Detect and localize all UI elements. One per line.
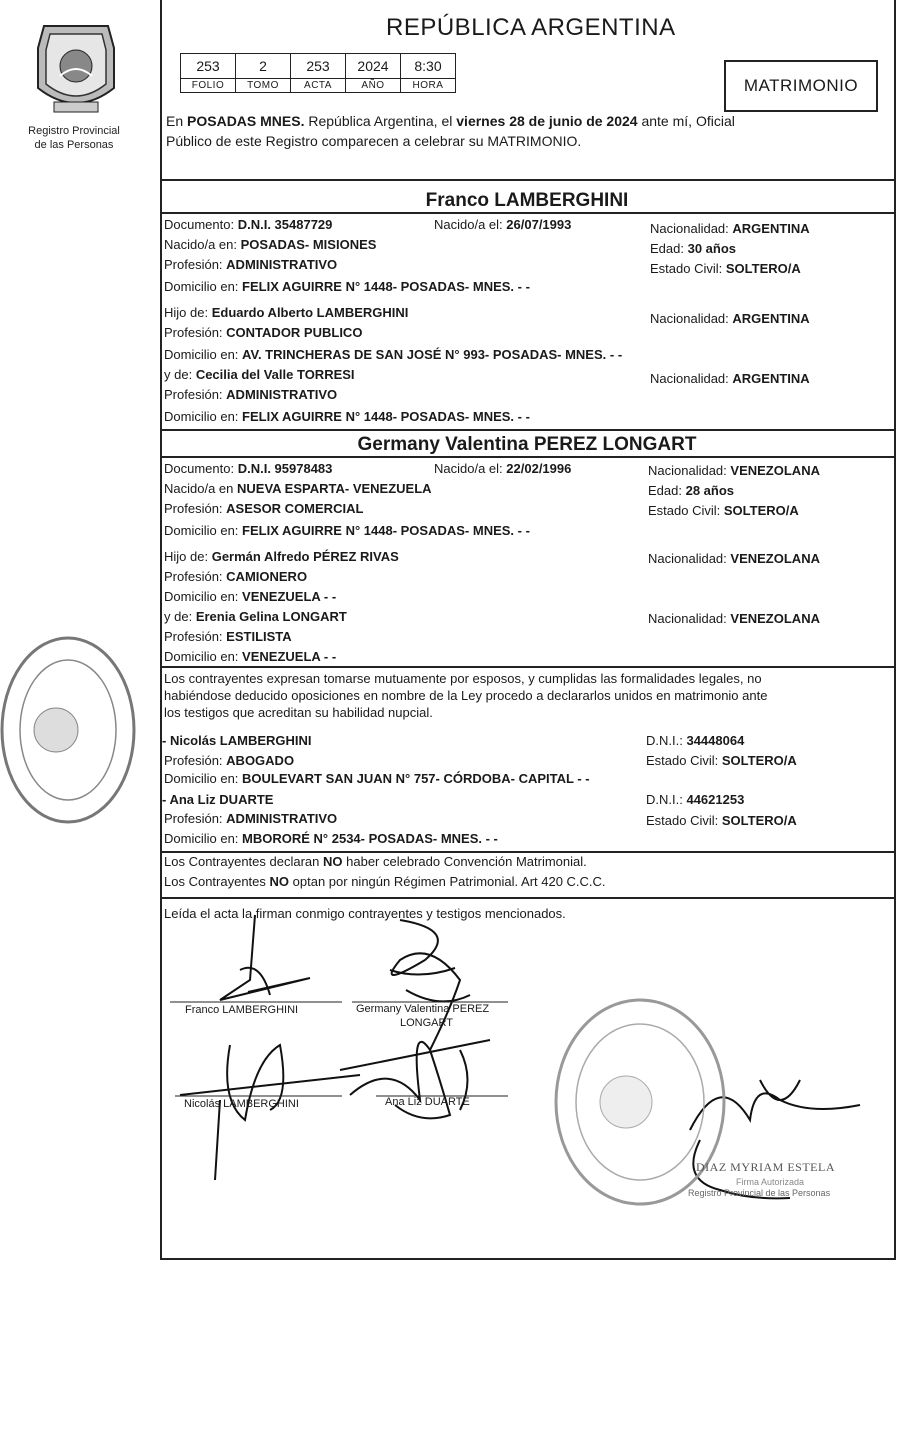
sig-bride-2: LONGART — [400, 1017, 453, 1029]
officer-name: DIAZ MYRIAM ESTELA — [696, 1160, 835, 1174]
province-logo — [30, 18, 122, 118]
tomo-label: TOMO — [236, 79, 291, 93]
year-label: AÑO — [346, 79, 401, 93]
act-type-box — [724, 60, 878, 112]
hour-value: 8:30 — [401, 54, 456, 79]
bride-section: Documento: D.N.I. 95978483 Nacido/a el: 22/02/1996 Nacionalidad: VENEZOLANA Nacido/a en NUEVA ESPARTA- VENEZUELA Edad: 28 años Profesión: ASESOR COMERCIAL Estado Civil: SOLTERO/A Domicilio en: FELIX AGUIRRE N° 1448- POSADAS- MNES. - - Hijo de: Germán Alfredo PÉREZ RIVAS Nacionalidad: VENEZOLANA Profesión: CAMIONERO Domicilio en: VENEZUELA - - y de: Erenia Gelina LONGART Nacionalidad: VENEZOLANA Profesión: ESTILISTA Domicilio en: VENEZUELA - - — [164, 461, 820, 664]
acta-label: ACTA — [291, 79, 346, 93]
registry-table — [180, 53, 456, 93]
logo-caption-1: Registro Provincial — [28, 125, 120, 137]
act-type: MATRIMONIO — [743, 76, 859, 95]
sig-bride-1: Germany Valentina PEREZ — [356, 1003, 490, 1015]
bride-name: Germany Valentina PEREZ LONGART — [357, 434, 697, 455]
intro-line-1: En POSADAS MNES. República Argentina, el viernes 28 de junio de 2024 ante mí, Oficial — [166, 113, 735, 129]
officer-block — [688, 1160, 876, 1198]
groom-name: Franco LAMBERGHINI — [425, 190, 629, 211]
side-stamp — [0, 630, 140, 830]
intro-line-2: Público de este Registro comparecen a celebrar su MATRIMONIO. — [166, 133, 582, 149]
witness-1-name: - Nicolás LAMBERGHINI — [162, 733, 312, 748]
witnesses-section: - Nicolás LAMBERGHINI D.N.I.: 34448064 Profesión: ABOGADO Estado Civil: SOLTERO/A Domicilio en: BOULEVART SAN JUAN N° 757- CÓRDOBA- CAPITAL - - - Ana Liz DUARTE D.N.I.: 44621253 Profesión: ADMINISTRATIVO Estado Civil: SOLTERO/A Domicilio en: MBORORÉ N° 2534- POSADAS- MNES. - - — [162, 733, 797, 846]
sig-groom: Franco LAMBERGHINI — [185, 1004, 299, 1016]
folio-label: FOLIO — [181, 79, 236, 93]
regime-line-1: Los Contrayentes declaran NO haber celebrado Convención Matrimonial. — [164, 854, 587, 869]
acta-value: 253 — [291, 54, 346, 79]
sig-witness-2: Ana Liz DUARTE — [385, 1096, 470, 1108]
officer-role: Firma Autorizada — [736, 1177, 805, 1187]
groom-section: Documento: D.N.I. 35487729 Nacido/a el: 26/07/1993 Nacionalidad: ARGENTINA Nacido/a en: POSADAS- MISIONES Edad: 30 años Profesión: ADMINISTRATIVO Estado Civil: SOLTERO/A Domicilio en: FELIX AGUIRRE N° 1448- POSADAS- MNES. - - Hijo de: Eduardo Alberto LAMBERGHINI Nacionalidad: ARGENTINA Profesión: CONTADOR PUBLICO Domicilio en: AV. TRINCHERAS DE SAN JOSÉ N° 993- POSADAS- MNES. - - y de: Cecilia del Valle TORRESI Nacionalidad: ARGENTINA Profesión: ADMINISTRATIVO Domicilio en: FELIX AGUIRRE N° 1448- POSADAS- MNES. - - — [164, 217, 810, 424]
hour-label: HORA — [401, 79, 456, 93]
officer-org: Registro Provincial de las Personas — [688, 1188, 831, 1198]
regime-section — [164, 854, 890, 890]
year-value: 2024 — [346, 54, 401, 79]
signature-strokes — [160, 900, 892, 1256]
logo-caption-2: de las Personas — [34, 139, 114, 151]
page-title: REPÚBLICA ARGENTINA — [386, 14, 676, 41]
declaration: Los contrayentes expresan tomarse mutuamente por esposos, y cumplidas las formalidades legales, no habiéndose deducido oposiciones en nombre de la Ley procedo a declararlos unidos en matrimonio ante los testigos que acreditan su habilidad nupcial. — [164, 671, 768, 720]
regime-line-2: Los Contrayentes NO optan por ningún Régimen Patrimonial. Art 420 C.C.C. — [164, 874, 606, 889]
sig-witness-1: Nicolás LAMBERGHINI — [184, 1098, 299, 1110]
tomo-value: 2 — [236, 54, 291, 79]
witness-2-name: - Ana Liz DUARTE — [162, 792, 274, 807]
folio-value: 253 — [181, 54, 236, 79]
closing-text: Leída el acta la firman conmigo contrayentes y testigos mencionados. — [164, 906, 566, 921]
